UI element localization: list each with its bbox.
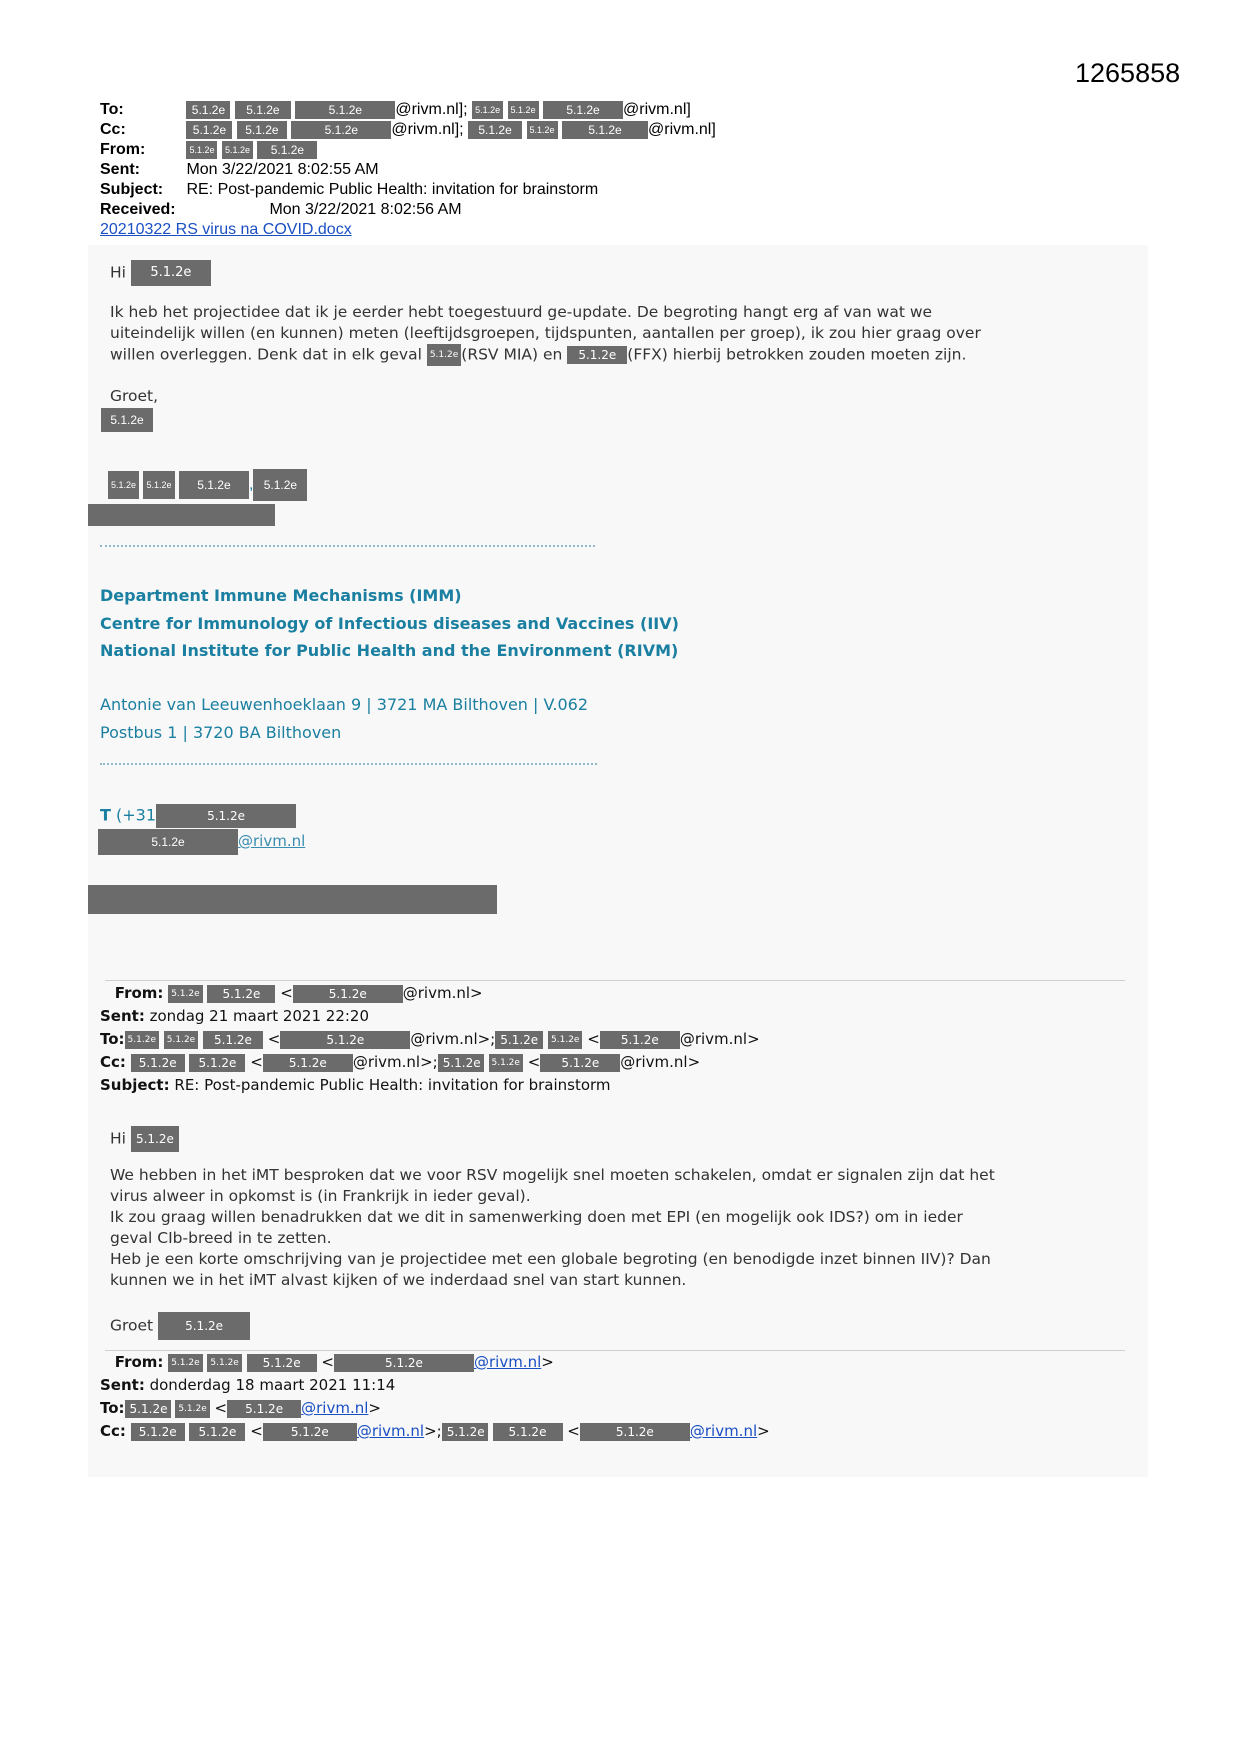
redaction: 5.1.2e (442, 1423, 488, 1441)
sent-label: Sent: (100, 1007, 145, 1025)
redaction: 5.1.2e (143, 471, 174, 499)
email-domain: @rivm.nl]; (391, 121, 464, 138)
redaction: 5.1.2e (125, 1031, 159, 1049)
redaction: 5.1.2e (334, 1354, 474, 1372)
to-label: To: (100, 1399, 125, 1417)
redaction: 5.1.2e (493, 1423, 563, 1441)
redaction: 5.1.2e (580, 1423, 690, 1441)
redaction: 5.1.2e (543, 101, 623, 119)
redaction (88, 504, 275, 526)
received-value: Mon 3/22/2021 8:02:56 AM (269, 201, 462, 218)
email2-greeting: Hi 5.1.2e (110, 1126, 179, 1152)
email-link[interactable]: @rivm.nl (689, 1422, 758, 1440)
body-line: Heb je een korte omschrijving van je projectidee met een globale begroting (en benodigde inzet binnen IIV)? Dan (110, 1250, 991, 1268)
document-id: 1265858 (1075, 58, 1181, 88)
from-label: From: (114, 984, 164, 1002)
sent-value: donderdag 18 maart 2021 11:14 (149, 1376, 396, 1394)
signature-email-link[interactable]: @rivm.nl (238, 832, 306, 851)
signature-centre: Centre for Immunology of Infectious diseases and Vaccines (IIV) (100, 614, 679, 633)
redaction: 5.1.2e (468, 121, 522, 139)
divider (100, 763, 597, 765)
redaction: 5.1.2e (131, 1054, 185, 1072)
redaction: 5.1.2e (156, 804, 296, 828)
redaction: 5.1.2e (175, 1400, 209, 1418)
body-line: uiteindelijk willen (en kunnen) meten (leeftijdsgroepen, tijdspunten, aantallen per groep), ik zou hier graag over (110, 324, 981, 342)
email-domain: @rivm.nl> (402, 984, 483, 1002)
signature-phone: T (+31 5.1.2e (100, 804, 296, 828)
redaction: 5.1.2e (291, 121, 391, 139)
redaction: 5.1.2e (98, 829, 238, 855)
redaction: 5.1.2e (168, 985, 202, 1003)
separator (105, 1350, 1125, 1351)
cc-label: Cc: (100, 1422, 126, 1440)
redaction: 5.1.2e (247, 1354, 317, 1372)
redaction: 5.1.2e (293, 985, 403, 1003)
email-link[interactable]: @rivm.nl (473, 1353, 542, 1371)
redaction: 5.1.2e (189, 1054, 245, 1072)
redaction: 5.1.2e (131, 1126, 179, 1152)
redaction: 5.1.2e (280, 1031, 410, 1049)
signature-institute: National Institute for Public Health and the Environment (RIVM) (100, 641, 679, 660)
body-line: Ik zou graag willen benadrukken dat we dit in samenwerking doen met EPI (en mogelijk ook IDS?) om in ieder (110, 1208, 963, 1226)
signature-address: Antonie van Leeuwenhoeklaan 9 | 3721 MA Bilthoven | V.062 (100, 695, 588, 714)
redaction: 5.1.2e (235, 101, 291, 119)
from-label: From: (114, 1353, 164, 1371)
redaction: 5.1.2e (207, 1354, 241, 1372)
redaction: 5.1.2e (548, 1031, 582, 1049)
body-line: kunnen we in het iMT alvast kijken of we inderdaad snel van start kunnen. (110, 1271, 687, 1289)
signature-email (98, 829, 305, 855)
redaction: 5.1.2e (131, 260, 211, 286)
redaction: 5.1.2e (427, 344, 461, 366)
email2-header: From: 5.1.2e 5.1.2e < 5.1.2e @rivm.nl> Sent: zondag 21 maart 2021 22:20 To: 5.1.2e 5.1.2e 5.1.2e < 5.1.2e @rivm.nl>; 5.1.2e 5.1.2e < 5.1.2e @rivm.nl> Cc: 5.1.2e 5.1.2e < 5.1.2e @rivm.nl>; 5.1.2e 5.1.2e < 5.1.2e @rivm.nl> Subject: RE: Post-pandemic Public Health: invitation for brainstorm (100, 984, 760, 1094)
redaction: 5.1.2e (489, 1054, 523, 1072)
sent-label: Sent: (100, 161, 140, 178)
redaction: 5.1.2e (186, 141, 217, 159)
email-link[interactable]: @rivm.nl (356, 1422, 425, 1440)
redaction: 5.1.2e (186, 101, 230, 119)
email3-header: From: 5.1.2e 5.1.2e 5.1.2e < 5.1.2e @rivm.nl> Sent: donderdag 18 maart 2021 11:14 To: 5.1.2e 5.1.2e < 5.1.2e @rivm.nl> Cc: 5.1.2e 5.1.2e < 5.1.2e @rivm.nl>; 5.1.2e 5.1.2e < 5.1.2e @rivm.nl> (100, 1353, 770, 1440)
redaction: 5.1.2e (527, 121, 558, 139)
email2-closing: Groet 5.1.2e (110, 1312, 250, 1340)
cc-label: Cc: (100, 121, 126, 138)
from-label: From: (100, 141, 146, 158)
redaction: 5.1.2e (263, 1054, 353, 1072)
to-label: To: (100, 101, 124, 118)
redaction: 5.1.2e (189, 1423, 245, 1441)
subject-value: RE: Post-pandemic Public Health: invitation for brainstorm (174, 1076, 611, 1094)
redaction: 5.1.2e (179, 471, 249, 499)
divider (100, 545, 595, 547)
redaction: 5.1.2e (253, 469, 307, 501)
redaction: 5.1.2e (540, 1054, 620, 1072)
email-domain: @rivm.nl] (648, 121, 716, 138)
redaction: 5.1.2e (562, 121, 648, 139)
redaction: 5.1.2e (257, 141, 317, 159)
body-line: geval CIb-breed in te zetten. (110, 1229, 332, 1247)
body-line: willen overleggen. Denk dat in elk geval 5.1.2e (RSV MIA) en 5.1.2e (FFX) hierbij betrokken zouden moeten zijn. (110, 344, 981, 366)
redaction: 5.1.2e (186, 121, 232, 139)
redaction: 5.1.2e (438, 1054, 484, 1072)
sent-value: Mon 3/22/2021 8:02:55 AM (186, 161, 379, 178)
redaction: 5.1.2e (295, 101, 395, 119)
signature-department: Department Immune Mechanisms (IMM) (100, 586, 462, 605)
redaction: 5.1.2e (227, 1400, 301, 1418)
email-domain: @rivm.nl]; (395, 101, 468, 118)
redaction: 5.1.2e (168, 1354, 202, 1372)
body-line: We hebben in het iMT besproken dat we voor RSV mogelijk snel moeten schakelen, omdat er signalen zijn dat het (110, 1166, 995, 1184)
redaction (88, 885, 497, 914)
email-domain: @rivm.nl] (623, 101, 691, 118)
email1-header (100, 100, 716, 240)
email1-greeting (110, 260, 211, 286)
subject-label: Subject: (100, 1076, 170, 1094)
sent-value: zondag 21 maart 2021 22:20 (149, 1007, 370, 1025)
signature-postbus: Postbus 1 | 3720 BA Bilthoven (100, 723, 342, 742)
redaction: 5.1.2e (222, 141, 253, 159)
separator (105, 980, 1125, 981)
redaction: 5.1.2e (125, 1400, 171, 1418)
redaction: 5.1.2e (131, 1423, 185, 1441)
redaction: 5.1.2e (567, 346, 627, 364)
redaction: 5.1.2e (164, 1031, 198, 1049)
subject-value: RE: Post-pandemic Public Health: invitation for brainstorm (186, 181, 599, 198)
email-link[interactable]: @rivm.nl (301, 1399, 369, 1417)
signature-name-row: 5.1.2e 5.1.2e 5.1.2e , 5.1.2e (108, 469, 307, 501)
redaction: 5.1.2e (108, 471, 139, 499)
redaction: 5.1.2e (237, 121, 287, 139)
redaction: 5.1.2e (495, 1031, 543, 1049)
redaction: 5.1.2e (263, 1423, 357, 1441)
body-line: Ik heb het projectidee dat ik je eerder hebt toegestuurd ge-update. De begroting hangt erg af van wat we (110, 303, 933, 321)
redaction: 5.1.2e (101, 408, 153, 432)
redaction: 5.1.2e (508, 101, 539, 119)
document-background (88, 245, 1148, 1477)
email2-body (110, 1165, 995, 1291)
redaction: 5.1.2e (203, 1031, 263, 1049)
cc-label: Cc: (100, 1053, 126, 1071)
signoff-name (101, 408, 153, 432)
redaction: 5.1.2e (600, 1031, 680, 1049)
to-label: To: (100, 1030, 125, 1048)
greeting-text: Hi (110, 263, 126, 282)
received-label: Received: (100, 201, 176, 218)
redaction: 5.1.2e (207, 985, 275, 1003)
attachment-link[interactable]: 20210322 RS virus na COVID.docx (100, 221, 352, 238)
redaction: 5.1.2e (158, 1312, 250, 1340)
sent-label: Sent: (100, 1376, 145, 1394)
closing: Groet, (110, 387, 159, 405)
body-line: virus alweer in opkomst is (in Frankrijk in ieder geval). (110, 1187, 531, 1205)
subject-label: Subject: (100, 181, 164, 198)
redaction: 5.1.2e (472, 101, 503, 119)
email1-body (110, 302, 981, 366)
